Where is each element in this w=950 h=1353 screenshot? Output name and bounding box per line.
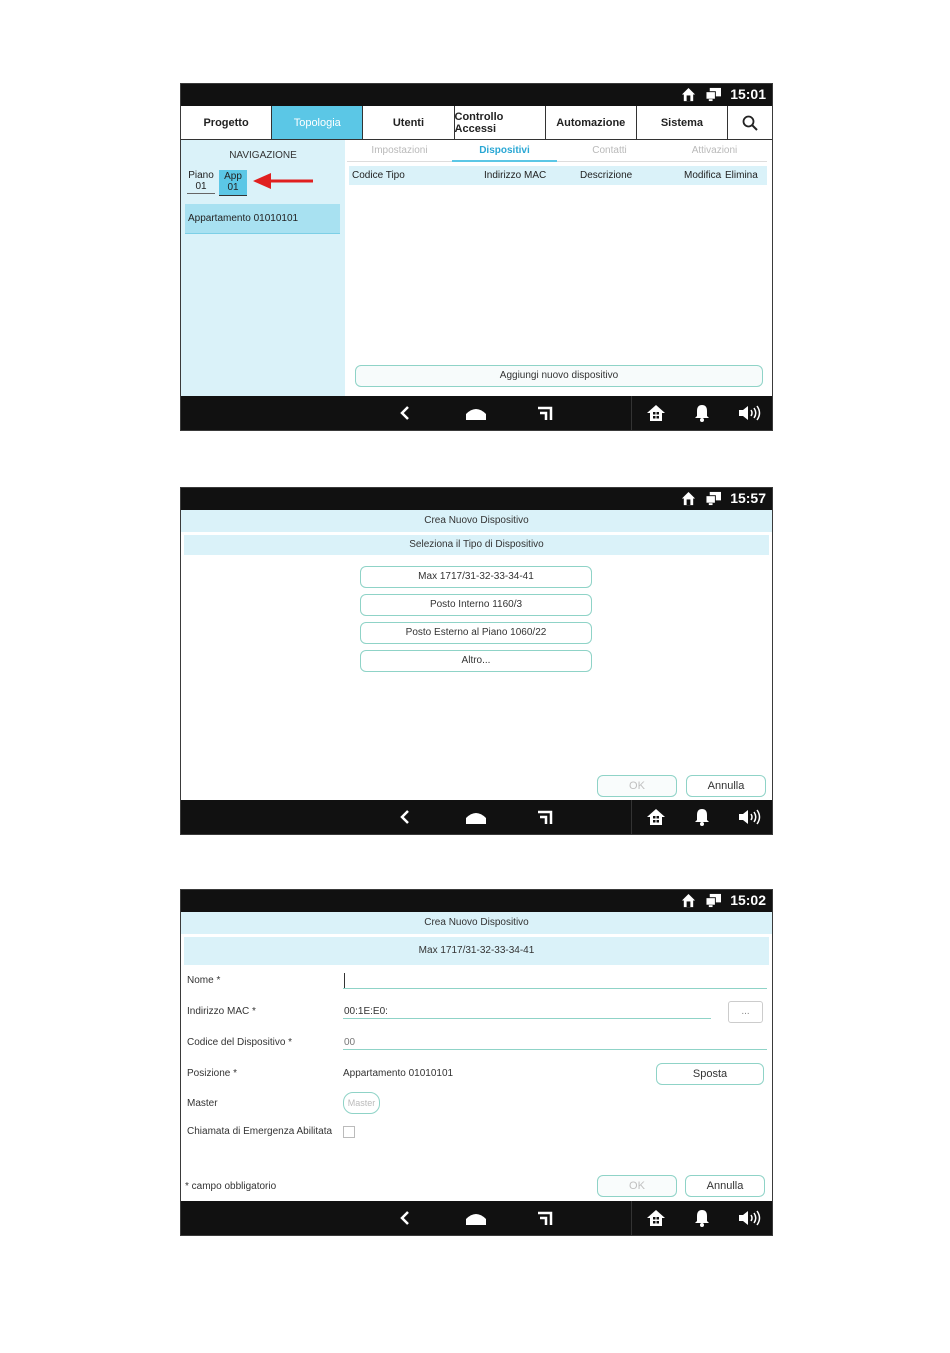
network-icon	[705, 87, 722, 102]
tab-utenti[interactable]: Utenti	[363, 106, 454, 139]
nav-separator	[631, 800, 632, 834]
devices-table-header	[349, 166, 767, 185]
tab-topologia[interactable]: Topologia	[272, 106, 363, 139]
bell-icon	[694, 1209, 710, 1227]
apartment-item[interactable]: Appartamento 01010101	[185, 204, 340, 234]
required-note: * campo obbligatorio	[185, 1181, 277, 1192]
bell-button[interactable]	[682, 1201, 722, 1235]
option-altro[interactable]: Altro...	[360, 650, 592, 672]
network-icon	[705, 491, 722, 506]
cancel-button[interactable]: Annulla	[686, 775, 766, 797]
system-nav-bar	[181, 1201, 772, 1235]
col-modifica: Modifica	[684, 170, 722, 181]
mac-label: Indirizzo MAC *	[187, 1006, 256, 1017]
status-bar	[181, 84, 772, 106]
back-button[interactable]	[385, 1201, 425, 1235]
text-cursor	[344, 973, 345, 988]
home-button[interactable]	[456, 1201, 496, 1235]
piano-label: Piano	[188, 170, 214, 181]
app-selector[interactable]	[219, 170, 247, 196]
bell-icon	[694, 404, 710, 422]
option-posto-esterno[interactable]: Posto Esterno al Piano 1060/22	[360, 622, 592, 644]
building-button[interactable]	[636, 800, 676, 834]
recent-apps-icon	[537, 809, 553, 825]
bell-button[interactable]	[682, 800, 722, 834]
subtab-contatti[interactable]: Contatti	[557, 140, 662, 162]
nav-separator	[631, 1201, 632, 1235]
subtab-attivazioni[interactable]: Attivazioni	[662, 140, 767, 162]
emergency-checkbox[interactable]	[343, 1126, 355, 1138]
subtab-dispositivi[interactable]: Dispositivi	[452, 140, 557, 162]
screen-topologia	[180, 83, 773, 431]
status-bar	[181, 488, 772, 510]
option-max-1717[interactable]: Max 1717/31-32-33-34-41	[360, 566, 592, 588]
position-label: Posizione *	[187, 1068, 238, 1079]
tab-automazione[interactable]: Automazione	[546, 106, 637, 139]
screen-new-device-form	[180, 889, 773, 1236]
volume-button[interactable]	[730, 800, 770, 834]
volume-icon	[738, 405, 762, 421]
code-label: Codice del Dispositivo *	[187, 1037, 293, 1048]
clock: 15:01	[730, 86, 766, 102]
master-toggle[interactable]: Master	[343, 1092, 380, 1114]
option-posto-interno[interactable]: Posto Interno 1160/3	[360, 594, 592, 616]
code-input[interactable]: 00	[344, 1037, 356, 1048]
building-button[interactable]	[636, 396, 676, 430]
app-value: 01	[227, 182, 239, 193]
ok-button[interactable]: OK	[597, 775, 677, 797]
main-tabs	[181, 106, 772, 140]
volume-button[interactable]	[730, 396, 770, 430]
screen-select-device-type	[180, 487, 773, 835]
master-label: Master	[187, 1098, 218, 1109]
col-elimina: Elimina	[725, 170, 758, 181]
home-status-icon	[681, 491, 696, 506]
volume-button[interactable]	[730, 1201, 770, 1235]
dialog-title: Crea Nuovo Dispositivo	[181, 510, 772, 532]
cancel-button[interactable]: Annulla	[685, 1175, 765, 1197]
tab-progetto[interactable]: Progetto	[181, 106, 272, 139]
position-value: Appartamento 01010101	[343, 1068, 454, 1079]
col-descrizione: Descrizione	[580, 170, 633, 181]
recent-apps-button[interactable]	[525, 1201, 565, 1235]
home-button[interactable]	[456, 396, 496, 430]
piano-value: 01	[195, 181, 207, 192]
navigation-title: NAVIGAZIONE	[229, 150, 297, 161]
nav-separator	[631, 396, 632, 430]
recent-apps-button[interactable]	[525, 396, 565, 430]
volume-icon	[738, 1210, 762, 1226]
clock: 15:02	[730, 892, 766, 908]
recent-apps-icon	[537, 405, 553, 421]
piano-selector[interactable]	[187, 170, 215, 194]
bell-button[interactable]	[682, 396, 722, 430]
dialog-subtitle: Seleziona il Tipo di Dispositivo	[184, 535, 769, 555]
dialog-title: Crea Nuovo Dispositivo	[181, 912, 772, 934]
recent-apps-button[interactable]	[525, 800, 565, 834]
sub-tabs	[347, 140, 767, 162]
home-status-icon	[681, 893, 696, 908]
nome-underline	[343, 988, 767, 989]
app-label: App	[224, 171, 242, 182]
building-icon	[646, 404, 666, 422]
add-device-button[interactable]: Aggiungi nuovo dispositivo	[355, 365, 763, 387]
building-icon	[646, 808, 666, 826]
home-icon	[465, 1211, 487, 1225]
mac-picker-button[interactable]: ...	[728, 1001, 763, 1023]
mac-input[interactable]: 00:1E:E0:	[344, 1006, 388, 1017]
back-icon	[399, 810, 411, 824]
tab-controllo-accessi[interactable]: Controllo Accessi	[455, 106, 546, 139]
mac-underline	[343, 1018, 711, 1019]
col-codice-tipo: Codice Tipo	[352, 170, 405, 181]
device-type-header: Max 1717/31-32-33-34-41	[184, 937, 769, 965]
network-icon	[705, 893, 722, 908]
building-icon	[646, 1209, 666, 1227]
search-button[interactable]	[728, 106, 772, 139]
system-nav-bar	[181, 800, 772, 834]
home-button[interactable]	[456, 800, 496, 834]
move-button[interactable]: Sposta	[656, 1063, 764, 1085]
volume-icon	[738, 809, 762, 825]
col-indirizzo-mac: Indirizzo MAC	[484, 170, 547, 181]
red-arrow-annotation	[253, 172, 315, 190]
tab-sistema[interactable]: Sistema	[637, 106, 728, 139]
status-bar	[181, 890, 772, 912]
home-status-icon	[681, 87, 696, 102]
building-button[interactable]	[636, 1201, 676, 1235]
code-underline	[343, 1049, 767, 1050]
back-icon	[399, 1211, 411, 1225]
back-icon	[399, 406, 411, 420]
ok-button[interactable]: OK	[597, 1175, 677, 1197]
home-icon	[465, 406, 487, 420]
search-icon	[742, 115, 758, 131]
clock: 15:57	[730, 490, 766, 506]
back-button[interactable]	[385, 396, 425, 430]
subtab-impostazioni[interactable]: Impostazioni	[347, 140, 452, 162]
home-icon	[465, 810, 487, 824]
system-nav-bar	[181, 396, 772, 430]
emergency-label: Chiamata di Emergenza Abilitata	[187, 1126, 333, 1137]
nome-label: Nome *	[187, 975, 221, 986]
recent-apps-icon	[537, 1210, 553, 1226]
back-button[interactable]	[385, 800, 425, 834]
bell-icon	[694, 808, 710, 826]
